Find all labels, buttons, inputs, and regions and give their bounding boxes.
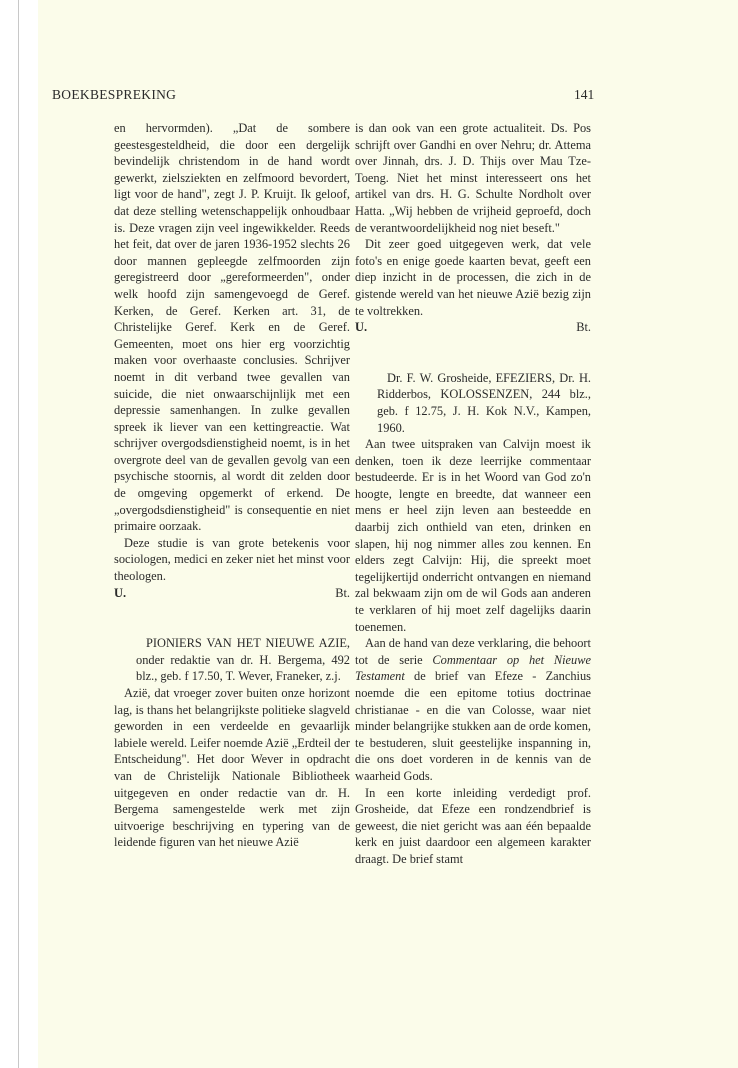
text-run: de brief van Efeze - Zanchius noemde die een epitome totius doctrinae christianae - en die van Colosse, waar niet minder belangrijke stukken aan de orde komen, te bestuderen, sluit geestelijke inspanning in, die ons doet vorderen in de kennis van de waarheid Gods. [355,669,591,783]
paragraph [355,635,591,784]
signature [355,319,591,336]
paragraph: In een korte inleiding verdedigt prof. Grosheide, dat Efeze een rondzendbrief is geweest, die niet gericht was aan één bepaalde kerk en juist daardoor een algemeen karakter draagt. De brief stamt [355,785,591,866]
review-heading: Dr. F. W. Grosheide, EFEZIERS, Dr. H. Ridderbos, KOLOSSENZEN, 244 blz., geb. f 12.75, J. H. Kok N.V., Kampen, 1960. [377,370,591,435]
text-run: Aan de hand van deze verklaring, die behoort tot de serie [355,636,591,667]
page-number: 141 [574,87,595,102]
paragraph: Azië, dat vroeger zover buiten onze horizont lag, is thans het belangrijkste politieke slagveld geworden in een verdeelde en gevaarlijk labiele wereld. Leifer noemde Azië „Erdteil der Entscheidung". Het door Wever in opdracht van de Christelijk Nationale Bibliotheek uitgegeven en onder redactie van dr. H. Bergema samengestelde werk met zijn uitvoerige beschrijving en typering van de leidende figuren van het nieuwe Azië [114,686,350,850]
signature-initial: U. [355,320,368,335]
paragraph: Dit zeer goed uitgegeven werk, dat vele foto's en enige goede kaarten bevat, geeft een diep inzicht in de processen, die zich in de gistende wereld van het nieuwe Azië bezig zijn te voltrekken. [355,237,591,318]
right-column [355,120,591,868]
series-title: Commentaar op het Nieuwe Testament [355,652,591,684]
paragraph: en hervormden). „Dat de sombere geestesgesteldheid, die door een dergelijk bevindelijk christendom in de hand wordt gewerkt, zielsziekten en zelfmoord bevordert, ligt voor de hand", zegt J. P. Kruijt. Ik geloof, dat deze stelling wetenschappelijk onhoudbaar is. Deze vragen zijn veel ingewikkelder. Reeds het feit, dat over de jaren 1936-1952 slechts 26 door mannen gepleegde zelfmoorden zijn geregistreerd door „gereformeerden", onder welk hoofd zijn samengevoegd de Geref. Kerken, de Geref. Kerken art. 31, de Christelijke Geref. Kerk en de Geref. Gemeenten, moet ons hier erg voorzichtig maken voor overhaaste conclusies. Schrijver noemt in dit verband twee gevallen van suicide, die niet onwaarschijnlijk met een depressie samenhangen. In zulke gevallen spreek ik liever van een kettingreactie. Wat schrijver overgodsdienstigheid noemt, is in het overgrote deel van de gevallen gevolg van een psychische stoornis, al wordt dit zelden door de omgeving opgemerkt of erkend. De „overgodsdienstigheid" is consequentie en niet primaire oorzaak. [114,121,350,534]
scan-left-margin [0,0,19,1068]
signature [114,585,350,602]
signature-initial: U. [114,585,127,600]
paragraph: Deze studie is van grote betekenis voor sociologen, medici en zeker niet het minst voor theologen. [114,535,350,584]
left-column [114,120,350,851]
review-heading: PIONIERS VAN HET NIEUWE AZIE, onder redaktie van dr. H. Bergema, 492 blz., geb. f 17.50, T. Wever, Franeker, z.j. [136,636,350,684]
paragraph: is dan ook van een grote actualiteit. Ds. Pos schrijft over Gandhi en over Nehru; dr. Attema over Jinnah, drs. J. D. Thijs over Mau Tze-Toeng. Niet het minst interesseert ons het artikel van drs. H. G. Schulte Nordholt over Hatta. „Wij hebben de vrijheid geproefd, doch de verantwoordelijkheid nog niet beseft." [355,121,591,235]
paragraph: Aan twee uitspraken van Calvijn moest ik denken, toen ik deze leerrijke commentaar bestudeerde. Er is in het Woord van God zo'n hoogte, lengte en breedte, dat wanneer een mens er heel zijn leven aan besteedde en daarbij zich onthield van eten, drinken en slapen, hij nog nimmer alles zou kennen. En elders zegt Calvijn: Hij, die spreekt moet tegelijkertijd onderricht ontvangen en niemand zal bekwaam zijn om de wil Gods aan anderen te verklaren of hij moet zelf dagelijks daarin toenemen. [355,437,591,634]
running-title: BOEKBESPREKING [52,87,177,102]
signature-author: Bt. [335,585,350,600]
signature-author: Bt. [576,320,591,335]
